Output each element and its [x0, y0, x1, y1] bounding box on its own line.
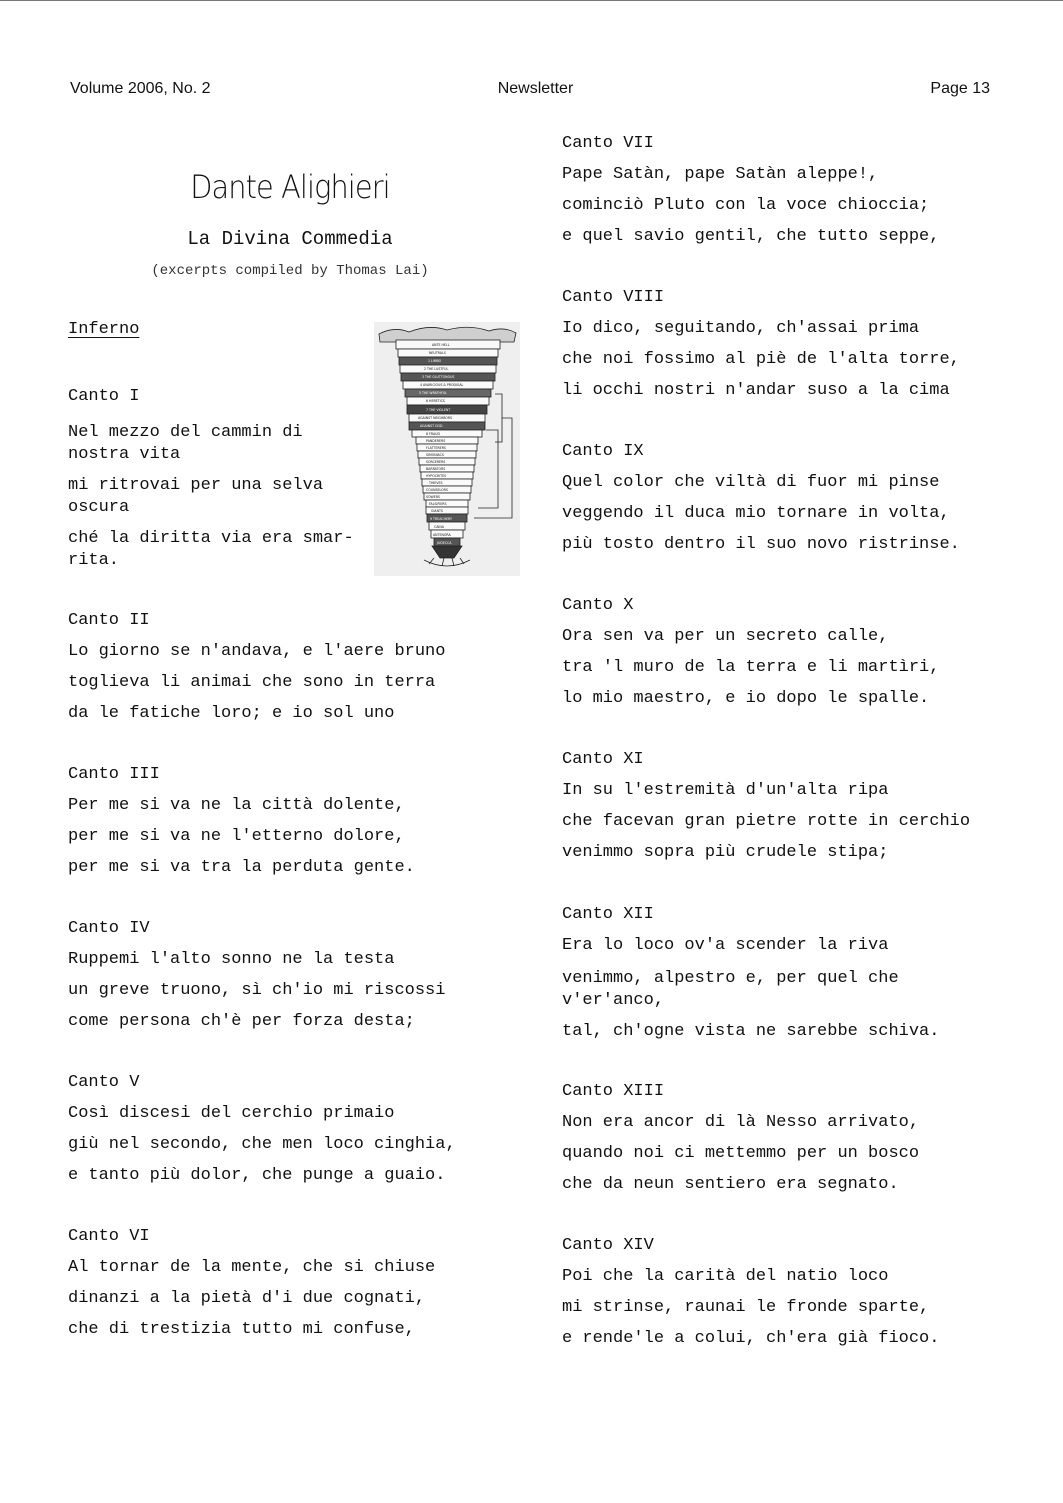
svg-text:SIMONIACS: SIMONIACS	[426, 453, 444, 457]
verse-line: Al tornar de la mente, che si chiuse	[68, 1258, 436, 1277]
verse-line: un greve truono, sì ch'io mi riscossi	[68, 981, 446, 1000]
verse-line: li occhi nostri n'andar suso a la cima	[562, 381, 950, 400]
verse-line: Nel mezzo del cammin di nostra vita	[68, 423, 303, 464]
canto-title: Canto VI	[68, 1227, 150, 1246]
svg-text:8 FRAUD: 8 FRAUD	[426, 432, 440, 436]
svg-text:NEUTRALS: NEUTRALS	[429, 351, 446, 355]
top-rule	[0, 0, 1063, 1]
svg-text:9 TREACHERY: 9 TREACHERY	[430, 517, 452, 521]
canto-title: Canto XIV	[562, 1236, 654, 1255]
canto-block-9	[562, 436, 960, 560]
svg-text:2 THE LUSTFUL: 2 THE LUSTFUL	[424, 367, 449, 371]
svg-text:JUDECCA: JUDECCA	[437, 541, 452, 545]
svg-text:AGAINST GOD: AGAINST GOD	[420, 424, 443, 428]
canto-title: Canto X	[562, 596, 634, 615]
svg-text:ANTE HELL: ANTE HELL	[432, 343, 450, 347]
canto-title: Canto XIII	[562, 1082, 665, 1101]
verse-line: toglieva li animai che sono in terra	[68, 673, 436, 692]
svg-text:PANDERERS: PANDERERS	[426, 439, 446, 443]
canto-block-6	[68, 1221, 435, 1345]
verse-line: cominciò Pluto con la voce chioccia;	[562, 196, 930, 215]
svg-text:1 LIMBO: 1 LIMBO	[428, 359, 442, 363]
canto-title: Canto III	[68, 765, 160, 784]
svg-text:FALSIFIERS: FALSIFIERS	[429, 502, 447, 506]
canto-title: Canto I	[68, 387, 140, 406]
svg-text:AGAINST NEIGHBORS: AGAINST NEIGHBORS	[418, 416, 453, 420]
verse-line: per me si va tra la perduta gente.	[68, 858, 415, 877]
canto-block-11	[562, 744, 970, 868]
canto-title: Canto V	[68, 1073, 140, 1092]
verse-line: Ruppemi l'alto sonno ne la testa	[68, 950, 395, 969]
verse-line: per me si va ne l'etterno dolore,	[68, 827, 405, 846]
verse-line: Lo giorno se n'andava, e l'aere bruno	[68, 642, 446, 661]
verse-line: che noi fossimo al piè de l'alta torre,	[562, 350, 960, 369]
verse-line: mi strinse, raunai le fronde sparte,	[562, 1298, 930, 1317]
canto-title: Canto VII	[562, 134, 654, 153]
section-heading-inferno: Inferno	[68, 320, 140, 339]
inferno-diagram-image	[374, 322, 520, 576]
svg-text:7 THE VIOLENT: 7 THE VIOLENT	[426, 408, 451, 412]
svg-text:6 HERETICS: 6 HERETICS	[426, 399, 445, 403]
verse-line: e quel savio gentil, che tutto seppe,	[562, 227, 940, 246]
svg-text:THIEVES: THIEVES	[429, 481, 443, 485]
canto-block-2	[68, 605, 445, 729]
canto-block-7	[562, 128, 939, 252]
verse-line: che di trestizia tutto mi confuse,	[68, 1320, 415, 1339]
canto-block-12	[562, 899, 1002, 1052]
verse-line: e tanto più dolor, che punge a guaio.	[68, 1166, 446, 1185]
verse-line: In su l'estremità d'un'alta ripa	[562, 781, 889, 800]
verse-line: Quel color che viltà di fuor mi pinse	[562, 473, 940, 492]
canto-title: Canto IX	[562, 442, 644, 461]
verse-line: che da neun sentiero era segnato.	[562, 1175, 899, 1194]
canto-block-13	[562, 1076, 919, 1200]
svg-text:COUNSELORS: COUNSELORS	[426, 488, 448, 492]
svg-text:FLATTERERS: FLATTERERS	[426, 446, 446, 450]
verse-line: quando noi ci mettemmo per un bosco	[562, 1144, 920, 1163]
verse-line: tra 'l muro de la terra e li martìri,	[562, 658, 940, 677]
verse-line: Era lo loco ov'a scender la riva	[562, 936, 889, 955]
verse-line: Pape Satàn, pape Satàn aleppe!,	[562, 165, 879, 184]
canto-block-10	[562, 590, 939, 714]
verse-line: giù nel secondo, che men loco cinghia,	[68, 1135, 456, 1154]
credit-line: (excerpts compiled by Thomas Lai)	[151, 263, 429, 279]
svg-text:4 AVARICIOUS & PRODIGAL: 4 AVARICIOUS & PRODIGAL	[420, 383, 464, 387]
verse-line: Io dico, seguitando, ch'assai prima	[562, 319, 920, 338]
svg-text:SORCERERS: SORCERERS	[426, 460, 446, 464]
verse-line: da le fatiche loro; e io sol uno	[68, 704, 395, 723]
canto-title: Canto XII	[562, 905, 654, 924]
newsletter-label: Newsletter	[497, 80, 574, 97]
svg-text:BARRATORS: BARRATORS	[426, 467, 446, 471]
svg-text:5 THE WRATHFUL: 5 THE WRATHFUL	[419, 391, 447, 395]
verse-line: Non era ancor di là Nesso arrivato,	[562, 1113, 920, 1132]
verse-line: veggendo il duca mio tornare in volta,	[562, 504, 950, 523]
verse-line: che facevan gran pietre rotte in cerchio	[562, 812, 971, 831]
svg-text:CAINA: CAINA	[434, 525, 444, 529]
verse-line: e rende'le a colui, ch'era già fioco.	[562, 1329, 940, 1348]
work-title: La Divina Commedia	[187, 228, 393, 250]
verse-line: più tosto dentro il suo novo ristrinse.	[562, 535, 960, 554]
verse-line: venimmo sopra più crudele stipa;	[562, 843, 889, 862]
canto-block-1	[68, 381, 368, 581]
verse-line: Così discesi del cerchio primaio	[68, 1104, 395, 1123]
verse-line: lo mio maestro, e io dopo le spalle.	[562, 689, 930, 708]
canto-title: Canto XI	[562, 750, 644, 769]
page-number: Page 13	[930, 80, 990, 97]
canto-title: Canto IV	[68, 919, 150, 938]
canto-title: Canto II	[68, 611, 150, 630]
svg-text:GIANTS: GIANTS	[431, 509, 443, 513]
canto-block-5	[68, 1067, 456, 1191]
canto-title: Canto VIII	[562, 288, 665, 307]
verse-line: venimmo, alpestro e, per quel che v'er'anco,	[562, 969, 899, 1010]
verse-line: Per me si va ne la città dolente,	[68, 796, 405, 815]
svg-text:SOWERS: SOWERS	[426, 495, 440, 499]
canto-block-4	[68, 913, 445, 1037]
author-title: Dante Alighieri	[190, 168, 390, 206]
svg-text:ANTENORA: ANTENORA	[433, 533, 451, 537]
svg-text:HYPOCRITES: HYPOCRITES	[426, 474, 447, 478]
svg-text:3 THE GLUTTONOUS: 3 THE GLUTTONOUS	[422, 375, 455, 379]
canto-block-8	[562, 282, 960, 406]
verse-line: mi ritrovai per una selva oscura	[68, 476, 324, 517]
verse-line: dinanzi a la pietà d'i due cognati,	[68, 1289, 426, 1308]
canto-block-3	[68, 759, 415, 883]
verse-line: Ora sen va per un secreto calle,	[562, 627, 889, 646]
verse-line: tal, ch'ogne vista ne sarebbe schiva.	[562, 1022, 940, 1041]
volume-label: Volume 2006, No. 2	[70, 80, 211, 97]
canto-block-14	[562, 1230, 939, 1354]
verse-line: come persona ch'è per forza desta;	[68, 1012, 415, 1031]
verse-line: ché la diritta via era smar-rita.	[68, 529, 354, 570]
verse-line: Poi che la carità del natio loco	[562, 1267, 889, 1286]
